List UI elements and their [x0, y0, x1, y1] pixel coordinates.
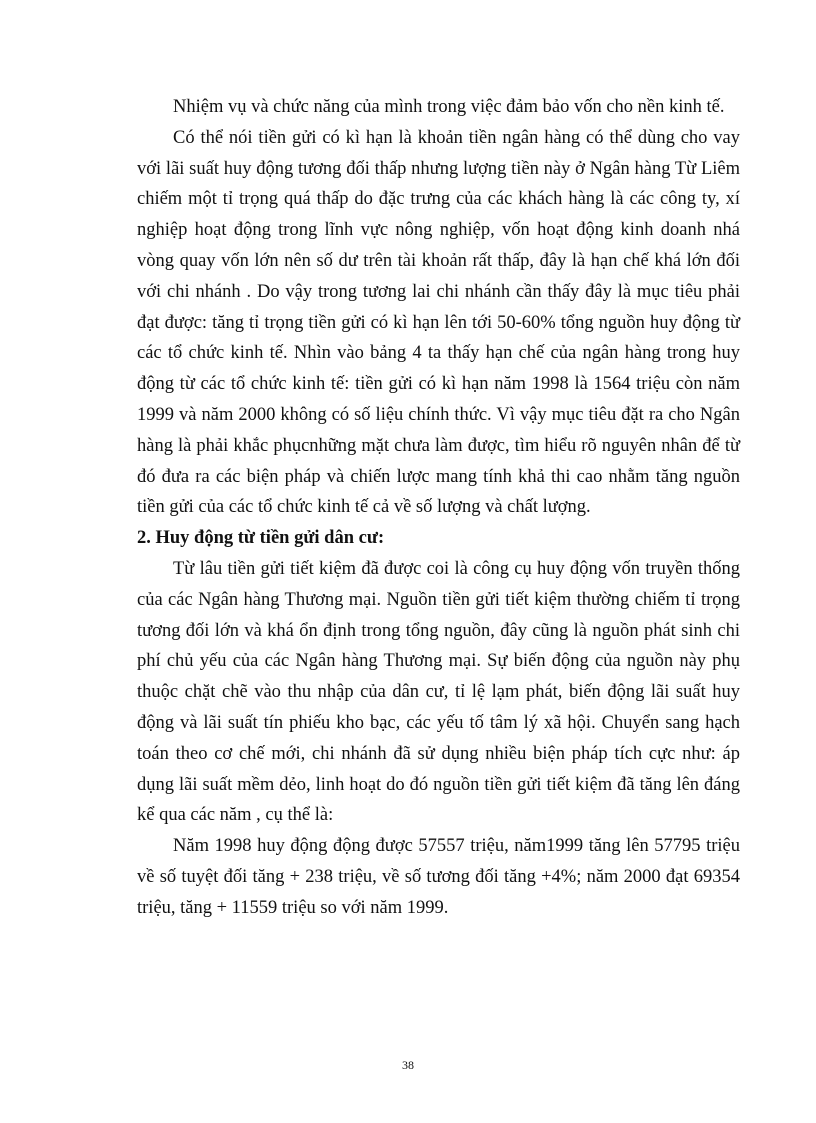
- paragraph-intro: Nhiệm vụ và chức năng của mình trong việc đảm bảo vốn cho nền kinh tế.: [173, 97, 725, 117]
- page-number: 38: [402, 1058, 414, 1072]
- document-body: [137, 92, 740, 924]
- paragraph-savings-figures: Năm 1998 huy động động được 57557 triệu, năm1999 tăng lên 57795 triệu về số tuyệt đối tăng + 238 triệu, về số tương đối tăng +4%; năm 2000 đạt 69354 triệu, tăng + 11559 triệu so với năm 1999.: [137, 836, 740, 918]
- paragraph-savings-deposits: Từ lâu tiền gửi tiết kiệm đã được coi là công cụ huy động vốn truyền thống của các Ngân hàng Thương mại. Nguồn tiền gửi tiết kiệm thường chiếm tỉ trọng tương đối lớn và khá ổn định trong tổng nguồn, đây cũng là nguồn phát sinh chi phí chủ yếu của các Ngân hàng Thương mại. Sự biến động của nguồn này phụ thuộc chặt chẽ vào thu nhập của dân cư, tỉ lệ lạm phát, biến động lãi suất huy động và lãi suất tín phiếu kho bạc, các yếu tố tâm lý xã hội. Chuyển sang hạch toán theo cơ chế mới, chi nhánh đã sử dụng nhiều biện pháp tích cực như: áp dụng lãi suất mềm dẻo, linh hoạt do đó nguồn tiền gửi tiết kiệm đã tăng lên đáng kể qua các năm , cụ thể là:: [137, 558, 740, 826]
- section-heading: 2. Huy động từ tiền gửi dân cư:: [137, 528, 385, 549]
- paragraph-term-deposits: Có thể nói tiền gửi có kì hạn là khoản tiền ngân hàng có thể dùng cho vay với lãi suất huy động tương đối thấp nhưng lượng tiền này ở Ngân hàng Từ Liêm chiếm một tỉ trọng quá thấp do đặc trưng của các khách hàng là các công ty, xí nghiệp hoạt động trong lĩnh vực nông nghiệp, vốn hoạt động kinh doanh nhá vòng quay vốn lớn nên số dư trên tài khoản rất thấp, đây là hạn chế khá lớn đối với chi nhánh . Do vậy trong tương lai chi nhánh cần thấy đây là mục tiêu phải đạt được: tăng tỉ trọng tiền gửi có kì hạn lên tới 50-60% tổng nguồn huy động từ các tổ chức kinh tế. Nhìn vào bảng 4 ta thấy hạn chế của ngân hàng trong huy động từ các tổ chức kinh tế: tiền gửi có kì hạn năm 1998 là 1564 triệu còn năm 1999 và năm 2000 không có số liệu chính thức. Vì vậy mục tiêu đặt ra cho Ngân hàng là phải khắc phụcnhững mặt chưa làm được, tìm hiểu rõ nguyên nhân để từ đó đưa ra các biện pháp và chiến lược mang tính khả thi cao nhằm tăng nguồn tiền gửi của các tổ chức kinh tế cả về số lượng và chất lượng.: [137, 127, 740, 518]
